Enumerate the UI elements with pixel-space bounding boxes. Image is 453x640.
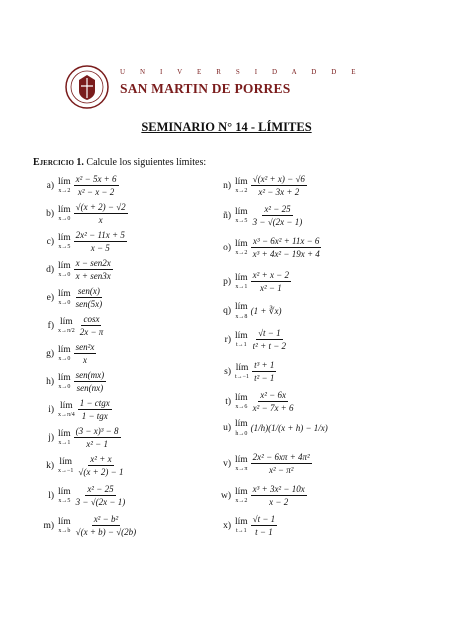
numerator: x − sen2x [74, 258, 113, 270]
exercise-heading [33, 157, 206, 168]
limit-approach: t→1 [236, 528, 247, 535]
denominator: x² − 7x + 6 [252, 403, 294, 414]
fraction [74, 258, 113, 282]
limit-problem [213, 303, 281, 320]
limit-operator [58, 458, 73, 475]
numerator: x² − 6x [258, 390, 288, 402]
problem-label: e) [46, 292, 54, 303]
limit-operator [58, 318, 75, 335]
limit-word: lím [235, 176, 248, 187]
limit-problem [30, 314, 105, 338]
limit-problem [30, 174, 119, 198]
denominator: sen(nx) [76, 383, 104, 394]
limit-word: lím [59, 456, 73, 467]
denominator: x [98, 215, 103, 226]
limit-approach: x→1 [58, 440, 71, 447]
limit-approach: x→0 [58, 272, 71, 279]
numerator: 2x² − 11x + 5 [74, 230, 127, 242]
limit-problem [30, 426, 121, 450]
limit-problem [213, 236, 322, 260]
limit-operator [235, 518, 248, 535]
limit-problem [30, 286, 104, 310]
fraction [251, 452, 312, 476]
fraction [76, 454, 125, 478]
limit-operator [235, 208, 248, 225]
fraction [74, 370, 107, 394]
limit-word: lím [58, 176, 71, 187]
limit-problem [30, 342, 96, 366]
limit-word: lím [235, 302, 248, 312]
limit-problem [30, 484, 127, 508]
problem-label: ñ) [223, 210, 231, 221]
problem-label: p) [223, 276, 231, 287]
problem-label: a) [46, 180, 54, 191]
fraction [251, 328, 288, 352]
limit-operator [235, 274, 248, 291]
fraction [74, 202, 128, 226]
fraction [74, 174, 119, 198]
limit-word: lím [235, 454, 248, 465]
numerator: x² + x − 2 [251, 270, 291, 282]
denominator: x² − 3x + 2 [258, 187, 300, 198]
problem-label: r) [224, 334, 231, 345]
limit-approach: x→2 [58, 188, 71, 195]
limit-word: lím [58, 428, 71, 439]
limit-approach: h→0 [235, 430, 248, 437]
problem-label: n) [223, 180, 231, 191]
fraction [78, 314, 106, 338]
limit-operator [58, 402, 75, 419]
limit-word: lím [58, 260, 71, 271]
fraction [74, 286, 105, 310]
limit-problem [213, 174, 307, 198]
limit-operator [58, 206, 71, 223]
limit-problem [213, 452, 312, 476]
fraction [74, 230, 127, 254]
limit-operator [235, 332, 248, 349]
limit-word: lím [58, 344, 71, 355]
limit-approach: x→6 [235, 404, 248, 411]
limit-approach: x→0 [58, 216, 71, 223]
limit-problem [213, 204, 304, 228]
limit-approach: x→5 [58, 244, 71, 251]
numerator: x² − 25 [262, 204, 292, 216]
limit-problem [30, 258, 113, 282]
limit-word: lím [58, 204, 71, 215]
numerator: (3 − x)³ − 8 [74, 426, 121, 438]
limit-approach: x→0 [58, 356, 71, 363]
limit-expression: (1/h)(1/(x + h) − 1/x) [250, 423, 328, 434]
problem-label: k) [46, 460, 54, 471]
denominator: t − 1 [255, 527, 273, 538]
limit-problem [213, 514, 277, 538]
problem-label: u) [223, 423, 231, 434]
limit-operator [235, 178, 248, 195]
numerator: sen(x) [76, 286, 102, 298]
numerator: √(x + 2) − √2 [74, 202, 128, 214]
problem-label: b) [46, 208, 54, 219]
limit-approach: x→0 [58, 300, 71, 307]
limit-approach: t→−1 [235, 374, 250, 381]
limit-word: lím [235, 362, 249, 373]
limit-operator [58, 178, 71, 195]
denominator: sen(5x) [75, 299, 103, 310]
limit-operator [235, 240, 248, 257]
problem-label: v) [223, 458, 231, 469]
limit-word: lím [60, 400, 73, 411]
exercise-instruction: Calcule los siguientes límites: [86, 157, 207, 168]
fraction [251, 204, 305, 228]
limit-word: lím [58, 372, 71, 383]
denominator: 3 − √(2x − 1) [75, 497, 126, 508]
limit-operator [235, 488, 248, 505]
problem-label: d) [46, 264, 54, 275]
problem-label: l) [48, 490, 54, 501]
limit-problem [213, 420, 328, 437]
denominator: x [83, 355, 88, 366]
denominator: x² − 1 [86, 439, 108, 450]
limit-operator [235, 303, 248, 320]
limit-word: lím [235, 486, 248, 497]
limit-approach: x→π/4 [58, 412, 75, 419]
numerator: x² − b² [92, 514, 120, 526]
problem-label: q) [223, 306, 231, 317]
fraction [74, 514, 139, 538]
denominator: x² − x − 2 [77, 187, 115, 198]
limit-operator [235, 394, 248, 411]
fraction [251, 174, 307, 198]
limit-word: lím [58, 516, 71, 527]
limit-approach: x→π/2 [58, 328, 75, 335]
limit-word: lím [235, 238, 248, 249]
numerator: √(x² + x) − √6 [251, 174, 307, 186]
limit-word: lím [58, 486, 71, 497]
limit-approach: x→b [58, 528, 71, 535]
limit-operator [58, 234, 71, 251]
limit-word: lím [58, 288, 71, 299]
university-name: SAN MARTIN DE PORRES [120, 81, 291, 96]
denominator: x² − π² [268, 465, 294, 476]
fraction [74, 426, 121, 450]
page-title: SEMINARIO N° 14 - LÍMITES [141, 120, 312, 134]
numerator: 1 − ctgx [78, 398, 112, 410]
problem-label: w) [220, 490, 231, 501]
limit-word: lím [60, 316, 73, 327]
limit-problem [213, 360, 276, 384]
limit-problem [30, 398, 112, 422]
limit-word: lím [235, 516, 248, 527]
limit-operator [58, 262, 71, 279]
limit-approach: x→2 [235, 498, 248, 505]
denominator: t² − 1 [254, 373, 275, 384]
limit-approach: x→2 [235, 188, 248, 195]
limit-problem [213, 390, 296, 414]
numerator: √t − 1 [256, 328, 283, 340]
limit-approach: x→0 [58, 384, 71, 391]
limit-problem [30, 202, 128, 226]
fraction [251, 514, 278, 538]
limit-operator [235, 456, 248, 473]
denominator: √(x + b) − √(2b) [75, 527, 137, 538]
fraction [252, 360, 276, 384]
denominator: x − 2 [269, 497, 289, 508]
numerator: x² − 25 [85, 484, 115, 496]
problem-label: o) [223, 242, 231, 253]
limit-problem [30, 370, 106, 394]
limit-problem [30, 454, 125, 478]
limit-operator [58, 430, 71, 447]
numerator: t³ + 1 [252, 360, 276, 372]
limit-operator [235, 420, 248, 437]
limit-word: lím [235, 419, 248, 429]
problem-label: g) [46, 348, 54, 359]
fraction [251, 236, 322, 260]
denominator: x + sen3x [75, 271, 111, 282]
limit-problem [30, 230, 127, 254]
limit-operator [58, 374, 71, 391]
limit-approach: x→1 [235, 284, 248, 291]
university-line: U N I V E R S I D A D D E [120, 68, 363, 76]
limit-word: lím [235, 272, 248, 283]
denominator: t² + t − 2 [252, 341, 287, 352]
limit-word: lím [235, 206, 248, 217]
denominator: x − 5 [90, 243, 110, 254]
problem-label: t) [225, 396, 231, 407]
limit-problem [213, 270, 291, 294]
limit-operator [58, 488, 71, 505]
problem-label: h) [46, 376, 54, 387]
problem-label: m) [43, 520, 54, 531]
denominator: 3 − √(2x − 1) [252, 217, 303, 228]
numerator: sen(mx) [74, 370, 107, 382]
numerator: x² + x [88, 454, 113, 466]
limit-approach: t→1 [236, 342, 247, 349]
fraction [251, 484, 307, 508]
problem-label: s) [224, 366, 231, 377]
problem-label: j) [48, 432, 54, 443]
numerator: 2x² − 6xπ + 4π² [251, 452, 312, 464]
denominator: √(x + 2) − 1 [78, 467, 124, 478]
numerator: sen²x [74, 342, 97, 354]
fraction [251, 270, 291, 294]
problem-label: x) [223, 520, 231, 531]
limit-problem [213, 328, 288, 352]
problem-label: c) [46, 236, 54, 247]
fraction [74, 484, 128, 508]
denominator: 1 − tgx [81, 411, 108, 422]
numerator: √t − 1 [251, 514, 278, 526]
limit-approach: x→5 [58, 498, 71, 505]
fraction [78, 398, 112, 422]
limit-approach: x→−1 [58, 468, 74, 475]
university-seal-icon [64, 64, 110, 110]
limit-operator [58, 290, 71, 307]
numerator: x³ − 6x² + 11x − 6 [251, 236, 321, 248]
fraction [251, 390, 296, 414]
limit-expression: (1 + ∛x) [250, 305, 282, 316]
numerator: cosx [81, 314, 101, 326]
problem-label: i) [48, 404, 54, 415]
exercise-label: Ejercicio 1. [33, 157, 84, 168]
limit-approach: x→2 [235, 250, 248, 257]
limit-word: lím [235, 330, 248, 341]
problem-label: f) [47, 320, 54, 331]
limit-problem [213, 484, 307, 508]
limit-approach: x→8 [235, 313, 248, 320]
limit-word: lím [58, 232, 71, 243]
limit-problem [30, 514, 138, 538]
limit-approach: x→5 [235, 218, 248, 225]
denominator: x³ + 4x² − 19x + 4 [252, 249, 320, 260]
denominator: 2x − π [79, 327, 104, 338]
numerator: x² − 5x + 6 [74, 174, 119, 186]
fraction [74, 342, 97, 366]
university-logo [64, 64, 363, 112]
denominator: x² − 1 [259, 283, 282, 294]
limit-operator [58, 518, 71, 535]
limit-word: lím [235, 392, 248, 403]
limit-approach: x→π [235, 466, 248, 473]
numerator: x³ + 3x² − 10x [251, 484, 307, 496]
limit-operator [235, 364, 249, 381]
limit-operator [58, 346, 71, 363]
